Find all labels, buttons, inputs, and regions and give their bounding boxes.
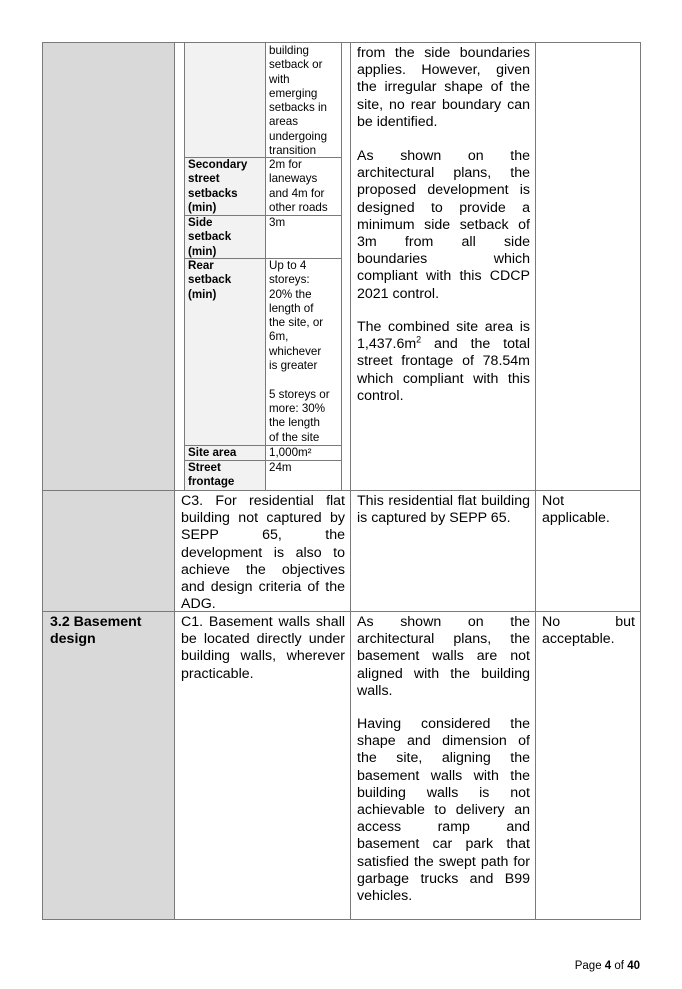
- control-cell-basement: [174, 611, 351, 920]
- superscript: 2: [416, 334, 422, 345]
- standard-value: 1,000m²: [269, 446, 312, 459]
- response-paragraph: [357, 319, 530, 405]
- compliance-cell-c3: [535, 490, 641, 612]
- compliance-text: No but acceptable.: [542, 614, 635, 648]
- response-text: and the total street frontage of 78.54m which compliant with this control.: [357, 336, 530, 404]
- response-cell-basement: [350, 611, 536, 920]
- response-paragraph: Having considered the shape and dimension of the site, aligning the basement walls with the building walls is not achievable to delivery an access ramp and basement car park that satisfied the swept path for garbage trucks and B99 vehicles.: [357, 716, 530, 905]
- control-cell-c3: [174, 490, 351, 612]
- page-number: [575, 960, 640, 972]
- page-current: 4: [604, 960, 612, 972]
- section-cell-continued: [42, 490, 175, 612]
- standard-value: 2m for laneways and 4m for other roads: [269, 158, 328, 214]
- compliance-cell-basement: [535, 611, 641, 920]
- compliance-text: Not applicable.: [542, 493, 610, 527]
- response-cell-setbacks: [350, 42, 536, 491]
- standard-label: Site area: [188, 446, 237, 459]
- standard-label: Side setback (min): [188, 216, 232, 258]
- standard-label: Secondary street setbacks (min): [188, 158, 248, 214]
- page-total: 40: [627, 960, 640, 972]
- standard-value: 24m: [269, 461, 292, 474]
- response-cell-c3: [350, 490, 536, 612]
- standard-label: Rear setback (min): [188, 259, 232, 301]
- standard-value: Up to 4 storeys: 20% the length of the site, or 6m, whichever is greater 5 storeys or more: 30% the length of the site: [269, 259, 330, 444]
- response-paragraph: As shown on the architectural plans, the basement walls are not aligned with the building walls.: [357, 614, 530, 699]
- response-paragraph: As shown on the architectural plans, the proposed development is designed to provide a minimum side setback of 3m from all side boundaries which compliant with this CDCP 2021 control.: [357, 148, 530, 302]
- standards-table: [184, 42, 342, 491]
- compliance-cell-setbacks: [535, 42, 641, 491]
- section-title: 3.2 Basement design: [50, 614, 142, 647]
- standard-label: Street frontage: [188, 461, 235, 489]
- page-of: of: [614, 960, 624, 972]
- control-cell-setbacks: [174, 42, 351, 491]
- control-text: C1. Basement walls shall be located directly under building walls, wherever practicable.: [181, 614, 345, 682]
- standard-value: 3m: [269, 216, 286, 229]
- response-text: The combined site area is 1,437.6m: [357, 319, 530, 353]
- page-word: Page: [574, 960, 602, 972]
- response-paragraph: from the side boundaries applies. However, given the irregular shape of the site, no rear boundary can be identified.: [357, 45, 530, 130]
- control-text: C3. For residential flat building not captured by SEPP 65, the development is also to achieve the objectives and design criteria of the ADG.: [181, 493, 345, 613]
- section-cell-basement: [42, 611, 175, 920]
- section-cell-continued: [42, 42, 175, 491]
- response-text: This residential flat building is captured by SEPP 65.: [357, 493, 530, 527]
- standards-value-continued: building setback or with emerging setbacks in areas undergoing transition: [269, 44, 328, 158]
